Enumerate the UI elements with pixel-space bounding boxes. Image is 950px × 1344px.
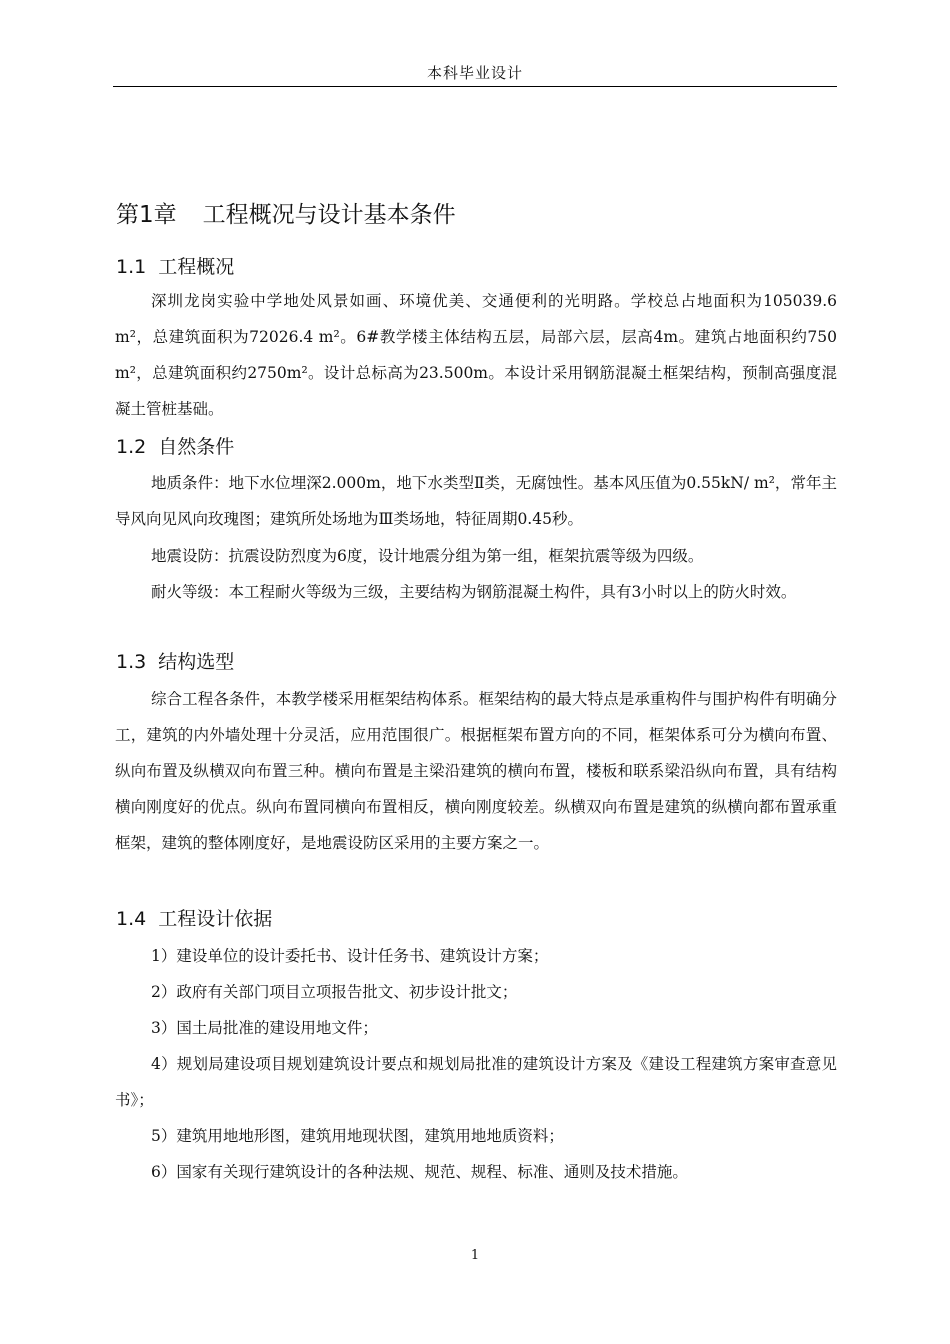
section-title-text: 结构选型	[158, 651, 235, 673]
list-item: 4）规划局建设项目规划建筑设计要点和规划局批准的建筑设计方案及《建设工程建筑方案审查意见书》；	[115, 1055, 837, 1109]
paragraph-structure-selection: 综合工程各条件，本教学楼采用框架结构体系。框架结构的最大特点是承重构件与围护构件有明确分工，建筑的内外墙处理十分灵活，应用范围很广。根据框架布置方向的不同，框架体系可分为横向布置、纵向布置及纵横双向布置三种。横向布置是主梁沿建筑的横向布置，楼板和联系梁沿纵向布置，具有结构横向刚度好的优点。纵向布置同横向布置相反，横向刚度较差。纵横双向布置是建筑的纵横向都布置承重框架，建筑的整体刚度好，是地震设防区采用的主要方案之一。	[115, 690, 837, 852]
header-rule	[113, 86, 837, 87]
list-item: 1）建设单位的设计委托书、设计任务书、建筑设计方案；	[151, 947, 549, 965]
section-title-1-1	[116, 252, 234, 282]
chapter-title	[116, 197, 456, 233]
section-title-1-3	[116, 647, 234, 677]
chapter-title-text: 工程概况与设计基本条件	[202, 202, 456, 228]
section-number: 1.2	[116, 436, 147, 458]
paragraph-fire-rating: 耐火等级：本工程耐火等级为三级，主要结构为钢筋混凝土构件，具有3小时以上的防火时效。	[151, 583, 797, 601]
section-title-text: 工程概况	[158, 256, 235, 278]
paragraph-seismic: 地震设防：抗震设防烈度为6度，设计地震分组为第一组，框架抗震等级为四级。	[151, 547, 704, 565]
chapter-number: 第1章	[116, 202, 177, 228]
section-title-1-4	[116, 904, 272, 934]
running-header: 本科毕业设计	[426, 64, 523, 82]
paragraph-project-overview: 深圳龙岗实验中学地处风景如画、环境优美、交通便利的光明路。学校总占地面积为105039.6 m²，总建筑面积为72026.4 m²。6#教学楼主体结构五层，局部六层，层高4m。建筑占地面积约750 m²，总建筑面积约2750m²。设计总标高为23.500m。本设计采用钢筋混凝土框架结构，预制高强度混凝土管桩基础。	[115, 292, 837, 418]
section-title-text: 自然条件	[158, 436, 235, 458]
section-title-text: 工程设计依据	[158, 908, 273, 930]
section-number: 1.3	[116, 651, 147, 673]
paragraph-geology: 地质条件：地下水位埋深2.000m，地下水类型Ⅱ类，无腐蚀性。基本风压值为0.55kN/ m²，常年主导风向见风向玫瑰图；建筑所处场地为Ⅲ类场地，特征周期0.45秒。	[115, 474, 837, 528]
list-item: 2）政府有关部门项目立项报告批文、初步设计批文；	[151, 983, 518, 1001]
list-item: 3）国土局批准的建设用地文件；	[151, 1019, 378, 1037]
section-number: 1.4	[116, 908, 147, 930]
list-item: 5）建筑用地地形图，建筑用地现状图，建筑用地地质资料；	[151, 1127, 564, 1145]
section-number: 1.1	[116, 256, 147, 278]
page-number: 1	[470, 1248, 480, 1263]
list-item: 6）国家有关现行建筑设计的各种法规、规范、规程、标准、通则及技术措施。	[151, 1163, 688, 1181]
section-title-1-2	[116, 432, 234, 462]
